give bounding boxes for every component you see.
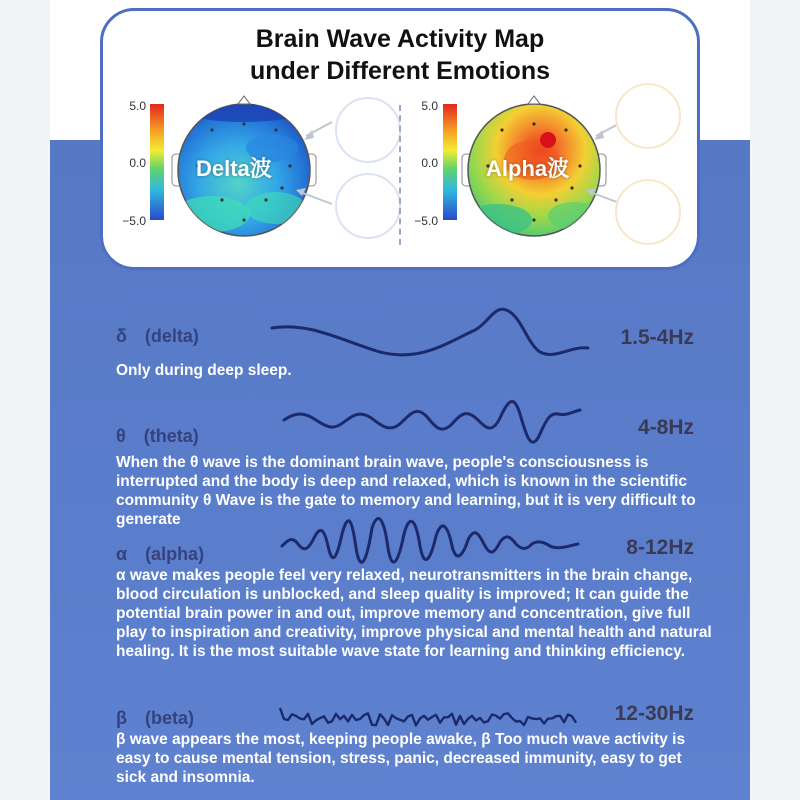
beta-waveform bbox=[278, 684, 578, 734]
card-title-line2: under Different Emotions bbox=[249, 57, 550, 85]
scale-right-min: −5.0 bbox=[414, 214, 438, 228]
scale-right-max: 5.0 bbox=[421, 99, 438, 113]
delta-head-label: Delta波 bbox=[196, 156, 272, 181]
scale-left-min: −5.0 bbox=[122, 214, 146, 228]
card-title bbox=[103, 23, 697, 87]
alpha-head-label: Alpha波 bbox=[486, 156, 570, 181]
theta-frequency: 4-8Hz bbox=[637, 416, 694, 439]
scale-right-mid: 0.0 bbox=[421, 156, 438, 170]
alpha-frequency: 8-12Hz bbox=[626, 536, 694, 559]
beta-description: β wave appears the most, keeping people awake, β Too much wave activity is easy to cause mental tension, stress, panic, decreased immunity, easy to get sick and insomnia. bbox=[116, 731, 686, 786]
color-scale-right bbox=[443, 104, 457, 220]
delta-description: Only during deep sleep. bbox=[116, 362, 292, 379]
theta-waveform bbox=[282, 392, 582, 452]
theta-description: When the θ wave is the dominant brain wave, people's consciousness is interrupted and the body is deep and relaxed, which is known in the scientific community θ Wave is the gate to memory and learning, but it is very difficult to generate bbox=[116, 454, 696, 528]
delta-frequency: 1.5-4Hz bbox=[620, 326, 694, 349]
alpha-waveform bbox=[280, 514, 580, 574]
scale-left-mid: 0.0 bbox=[129, 156, 146, 170]
card-title-line1: Brain Wave Activity Map bbox=[255, 25, 545, 53]
beta-frequency: 12-30Hz bbox=[614, 702, 694, 725]
scale-left-max: 5.0 bbox=[129, 99, 146, 113]
color-scale-left bbox=[150, 104, 164, 220]
beta-wave-name: β (beta) bbox=[116, 708, 194, 728]
delta-waveform bbox=[270, 300, 590, 370]
alpha-wave-name: α (alpha) bbox=[116, 544, 205, 564]
delta-wave-name: δ (delta) bbox=[116, 326, 199, 346]
theta-wave-name: θ (theta) bbox=[116, 426, 199, 446]
alpha-description: α wave makes people feel very relaxed, neurotransmitters in the brain change, blood circulation is unblocked, and sleep quality is improved; It can guide the potential brain power in and out, improve memory and concentration, give full play to inspiration and creativity, improve physical and mental health and natural healing. It is the most suitable wave state for learning and thinking efficiency. bbox=[116, 567, 712, 660]
